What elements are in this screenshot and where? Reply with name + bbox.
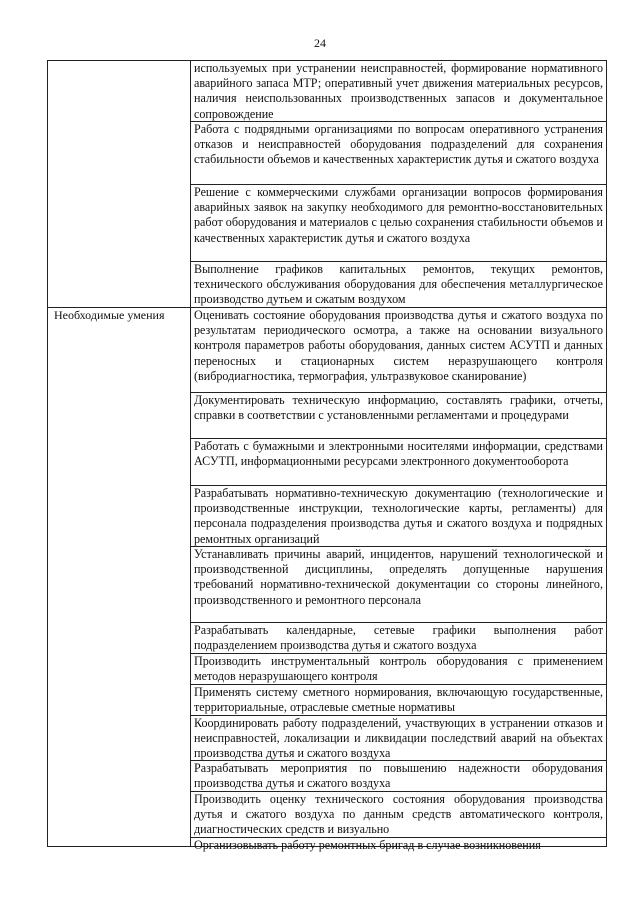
row-text: Разрабатывать календарные, сетевые графики выполнения работ подразделением производства дутья и сжатого воздуха — [194, 623, 603, 653]
table-row — [191, 761, 606, 792]
row-text: Решение с коммерческими службами организации вопросов формирования аварийных заявок на закупку необходимого для ремонтно-восстановительных работ оборудования и материалов с целью сохранения стабильности объемов и качественных характеристик дутья и сжатого воздуха — [194, 185, 603, 245]
row-text: Документировать техническую информацию, составлять графики, отчеты, справки в соответствии с установленными регламентами и процедурами — [194, 393, 603, 423]
table-row — [191, 393, 606, 439]
row-text: Работа с подрядными организациями по вопросам оперативного устранения отказов и неисправностей оборудования подразделений для сохранения стабильности объемов и качественных характеристик дутья и сжатого воздуха — [194, 122, 603, 167]
table-row — [191, 716, 606, 761]
page-number: 24 — [314, 36, 326, 50]
table-row — [191, 547, 606, 623]
table-row — [191, 308, 606, 393]
row-text: Устанавливать причины аварий, инцидентов, нарушений технологической и производственной дисциплины, определять допущенные нарушения требований нормативно-технической документации со стороны линейного, производственного и ремонтного персонала — [194, 547, 603, 607]
table-row — [191, 122, 606, 185]
row-text: Производить инструментальный контроль оборудования с применением методов неразрушающего контроля — [194, 654, 603, 684]
row-text: используемых при устранении неисправностей, формирование нормативного аварийного запаса МТР; оперативный учет движения материальных ресурсов, наличия неиспользованных производственных запасов и документальное сопровождение — [194, 61, 603, 121]
row-text: Выполнение графиков капитальных ремонтов, текущих ремонтов, технического обслуживания оборудования для обеспечения металлургическое производство дутьем и сжатым воздухом — [194, 262, 603, 307]
requirements-table — [47, 60, 607, 852]
row-text: Оценивать состояние оборудования производства дутья и сжатого воздуха по результатам периодического осмотра, а также на основании визуального контроля параметров работы оборудования, данных систем АСУТП и данных переносных и стационарных систем неразрушающего контроля (вибродиагностика, термография, ультразвуковое сканирование) — [194, 308, 603, 383]
row-text: Производить оценку технического состояния оборудования производства дутья и сжатого воздуха по данным средств автоматического контроля, диагностических средств и визуально — [194, 792, 603, 837]
table-row — [191, 486, 606, 547]
row-text: Разрабатывать мероприятия по повышению надежности оборудования производства дутья и сжатого воздуха — [194, 761, 603, 791]
table-row — [191, 262, 606, 308]
row-text: Работать с бумажными и электронными носителями информации, средствами АСУТП, информационными ресурсами электронного документооборота — [194, 439, 603, 469]
row-text: Организовывать работу ремонтных бригад в случае возникновения — [194, 838, 541, 852]
table-row — [191, 439, 606, 486]
table-row — [191, 838, 606, 852]
table-row — [191, 654, 606, 685]
table-row — [191, 792, 606, 838]
table-row — [191, 61, 606, 122]
table-row — [191, 185, 606, 262]
section-divider — [48, 307, 191, 308]
table-row — [191, 685, 606, 716]
row-text: Применять систему сметного нормирования, включающую государственные, территориальные, отраслевые сметные нормативы — [194, 685, 603, 715]
row-text: Разрабатывать нормативно-техническую документацию (технологические и производственные инструкции, технологические карты, регламенты) для персонала подразделения производства дутья и сжатого воздуха и подрядных ремонтных организаций — [194, 486, 603, 546]
row-text: Координировать работу подразделений, участвующих в устранении отказов и неисправностей, локализации и ликвидации последствий аварий на объектах производства дутья и сжатого воздуха — [194, 716, 603, 761]
section-title-skills: Необходимые умения — [54, 308, 165, 322]
table-row — [191, 623, 606, 654]
